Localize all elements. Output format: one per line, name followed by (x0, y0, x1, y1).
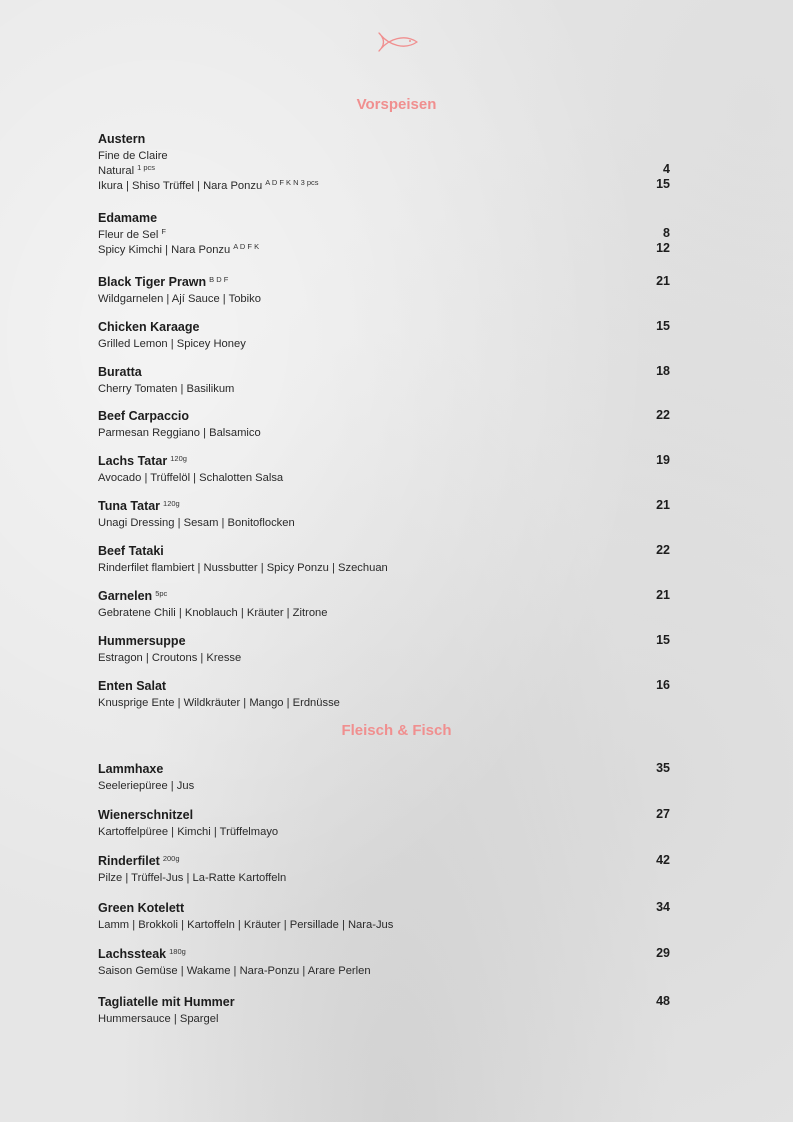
menu-item-name-note: 120g (163, 499, 180, 508)
menu-item-description: Wildgarnelen | Ají Sauce | Tobiko (98, 293, 261, 305)
menu-item-price: 15 (656, 633, 670, 647)
menu-item-header (98, 587, 670, 604)
menu-item-enten-salat (98, 677, 670, 709)
menu-item-lachssteak (98, 945, 670, 977)
menu-item-price: 22 (656, 543, 670, 557)
menu-item-name: Chicken Karaage (98, 320, 200, 334)
menu-item-header (98, 318, 670, 335)
menu-item-name: Hummersuppe (98, 634, 186, 648)
menu-item-line-price: 12 (656, 241, 670, 255)
menu-item-line (98, 147, 670, 162)
menu-item-name: Beef Carpaccio (98, 409, 190, 423)
menu-item-line-price: 8 (663, 226, 670, 240)
menu-item-price: 27 (656, 807, 670, 821)
menu-item-name: Beef Tataki (98, 544, 164, 558)
menu-item-beef-tataki (98, 542, 670, 574)
menu-item-header (98, 130, 670, 147)
menu-item-name-note: 120g (170, 454, 187, 463)
menu-item-description: Kartoffelpüree | Kimchi | Trüffelmayo (98, 826, 279, 838)
menu-item-line-note: A D F K (233, 242, 260, 251)
menu-item-description: Knusprige Ente | Wildkräuter | Mango | Erdnüsse (98, 697, 340, 709)
menu-item-name: Edamame (98, 211, 158, 225)
menu-item-header (98, 806, 670, 823)
menu-item-wienerschnitzel (98, 806, 670, 838)
menu-item-description: Cherry Tomaten | Basilikum (98, 383, 235, 395)
menu-item-line-price: 15 (656, 177, 670, 191)
menu-item-price: 48 (656, 994, 670, 1008)
menu-item-austern (98, 130, 670, 192)
menu-item-name-note: 180g (169, 947, 186, 956)
menu-item-price: 34 (656, 900, 670, 914)
menu-item-header (98, 677, 670, 694)
menu-item-name: Garnelen (98, 589, 153, 603)
menu-item-description: Grilled Lemon | Spicey Honey (98, 338, 246, 350)
menu-item-name: Enten Salat (98, 679, 167, 693)
menu-item-name: Austern (98, 132, 146, 146)
menu-item-name: Black Tiger Prawn (98, 275, 207, 289)
menu-item-header (98, 899, 670, 916)
menu-item-description: Natural (98, 165, 135, 177)
menu-item-price: 16 (656, 678, 670, 692)
menu-item-price: 19 (656, 453, 670, 467)
menu-item-line (98, 335, 670, 350)
menu-item-description: Estragon | Croutons | Kresse (98, 652, 242, 664)
menu-item-price: 22 (656, 408, 670, 422)
menu-item-price: 35 (656, 761, 670, 775)
menu-item-line-price: 4 (663, 162, 670, 176)
menu-item-line (98, 1010, 670, 1025)
menu-item-header (98, 363, 670, 380)
menu-item-description: Saison Gemüse | Wakame | Nara-Ponzu | Arare Perlen (98, 965, 371, 977)
menu-item-header (98, 632, 670, 649)
menu-item-chicken-karaage (98, 318, 670, 350)
menu-item-header (98, 852, 670, 869)
menu-item-description: Avocado | Trüffelöl | Schalotten Salsa (98, 472, 284, 484)
menu-item-line (98, 559, 670, 574)
menu-item-line-note: F (161, 227, 166, 236)
menu-item-price: 21 (656, 274, 670, 288)
menu-item-name: Wienerschnitzel (98, 808, 194, 822)
menu-item-description: Fleur de Sel (98, 229, 159, 241)
menu-item-price: 18 (656, 364, 670, 378)
menu-item-description: Parmesan Reggiano | Balsamico (98, 427, 261, 439)
menu-item-name: Rinderfilet (98, 854, 160, 868)
section-title-fleisch-fisch: Fleisch & Fisch (341, 722, 452, 739)
menu-item-header (98, 993, 670, 1010)
menu-item-name: Lammhaxe (98, 762, 164, 776)
menu-item-name-note: B D F (209, 275, 229, 284)
menu-item-lachs-tatar (98, 452, 670, 484)
menu-item-description: Lamm | Brokkoli | Kartoffeln | Kräuter | Persillade | Nara-Jus (98, 919, 394, 931)
menu-item-line (98, 869, 670, 884)
menu-item-line-note: A D F K N 3 pcs (265, 178, 319, 187)
menu-item-header (98, 945, 670, 962)
menu-item-header (98, 452, 670, 469)
menu-item-description: Hummersauce | Spargel (98, 1013, 219, 1025)
menu-item-description: Ikura | Shiso Trüffel | Nara Ponzu (98, 180, 263, 192)
menu-item-line (98, 962, 670, 977)
menu-item-description: Unagi Dressing | Sesam | Bonitoflocken (98, 517, 295, 529)
menu-item-line (98, 604, 670, 619)
menu-item-name: Tuna Tatar (98, 499, 161, 513)
menu-item-description: Pilze | Trüffel-Jus | La-Ratte Kartoffeln (98, 872, 287, 884)
menu-item-line (98, 424, 670, 439)
menu-item-edamame (98, 209, 670, 256)
menu-item-line (98, 649, 670, 664)
menu-item-header (98, 542, 670, 559)
menu-item-line (98, 226, 670, 241)
menu-item-line (98, 469, 670, 484)
menu-item-header (98, 407, 670, 424)
menu-item-beef-carpaccio (98, 407, 670, 439)
menu-item-header (98, 760, 670, 777)
menu-item-line-note: 1 pcs (137, 163, 156, 172)
menu-item-line (98, 162, 670, 177)
menu-item-price: 29 (656, 946, 670, 960)
menu-item-lammhaxe (98, 760, 670, 792)
fish-logo-icon (375, 30, 419, 54)
menu-item-name: Buratta (98, 365, 142, 379)
menu-item-price: 15 (656, 319, 670, 333)
menu-item-description: Spicy Kimchi | Nara Ponzu (98, 244, 231, 256)
menu-item-name-note: 5pc (155, 589, 168, 598)
menu-item-description: Rinderfilet flambiert | Nussbutter | Spicy Ponzu | Szechuan (98, 562, 388, 574)
menu-item-description: Seeleriepüree | Jus (98, 780, 195, 792)
menu-item-tagliatelle-mit-hummer (98, 993, 670, 1025)
menu-item-price: 21 (656, 498, 670, 512)
menu-item-line (98, 694, 670, 709)
menu-item-line (98, 241, 670, 256)
menu-item-buratta (98, 363, 670, 395)
menu-item-name-note: 200g (162, 854, 180, 863)
menu-item-name: Lachs Tatar (98, 454, 168, 468)
menu-item-description: Fine de Claire (98, 150, 168, 162)
menu-item-hummersuppe (98, 632, 670, 664)
section-title-vorspeisen: Vorspeisen (356, 96, 437, 113)
menu-item-line (98, 514, 670, 529)
menu-item-line (98, 177, 670, 192)
menu-item-black-tiger-prawn (98, 273, 670, 305)
menu-item-header (98, 209, 670, 226)
menu-item-line (98, 380, 670, 395)
menu-item-green-kotelett (98, 899, 670, 931)
menu-item-line (98, 823, 670, 838)
menu-item-header (98, 273, 670, 290)
menu-item-name: Lachssteak (98, 947, 167, 961)
menu-item-rinderfilet (98, 852, 670, 884)
menu-item-price: 21 (656, 588, 670, 602)
menu-item-line (98, 916, 670, 931)
menu-item-header (98, 497, 670, 514)
menu-item-name: Green Kotelett (98, 901, 185, 915)
menu-item-line (98, 777, 670, 792)
menu-item-price: 42 (656, 853, 670, 867)
menu-item-tuna-tatar (98, 497, 670, 529)
menu-item-name: Tagliatelle mit Hummer (98, 995, 235, 1009)
menu-item-description: Gebratene Chili | Knoblauch | Kräuter | Zitrone (98, 607, 328, 619)
menu-item-garnelen (98, 587, 670, 619)
menu-item-line (98, 290, 670, 305)
